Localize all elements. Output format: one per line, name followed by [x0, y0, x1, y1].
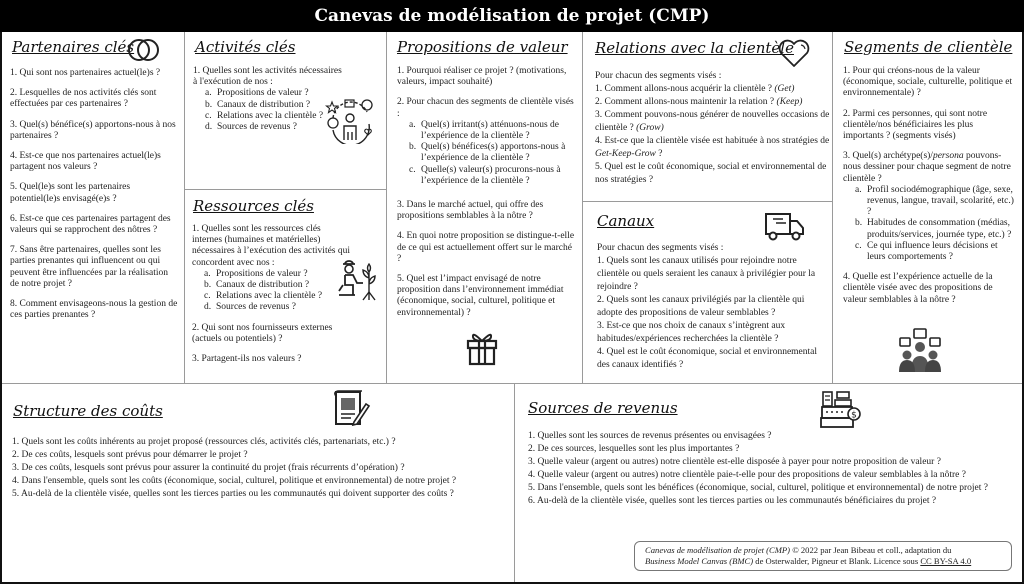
- gardener-icon: [335, 258, 379, 302]
- ressources-item: 2. Qui sont nos fournisseurs externes (actuels ou potentiels) ?: [192, 322, 333, 344]
- group-people-icon: [897, 328, 943, 372]
- section-propositions: [387, 32, 583, 384]
- heading-couts: Structure des coûts: [13, 402, 163, 420]
- heading-relations: Relations avec la clientèle: [595, 39, 794, 57]
- propositions-item: 3. Dans le marché actuel, qui offre des propositions semblables à la nôtre ?: [397, 200, 544, 222]
- partenaires-item: 7. Sans être partenaires, quelles sont les parties prenantes qui influencent ou qui peuvent être influencées par la réalisation de notre projet ?: [10, 245, 168, 289]
- canaux-item: 2. Quels sont les canaux privilégiés par la clientèle qui adopte des propositions de valeur semblables ?: [597, 295, 805, 318]
- couts-item: 3. De ces coûts, lesquels sont prévus pour assurer la continuité du projet (frais récurrents d’opération) ?: [12, 463, 405, 473]
- attribution-note: Canevas de modélisation de projet (CMP) © 2022 par Jean Bibeau et coll., adaptation du Business Model Canvas (BMC) de Osterwalder, Pigneur et Blank. Licence sous CC BY-SA 4.0: [634, 541, 1012, 571]
- heading-propositions: Propositions de valeur: [397, 38, 568, 56]
- section-canaux: [583, 202, 833, 384]
- segments-item: 4. Quelle est l’expérience actuelle de la clientèle visée avec des propositions de valeur semblables à la nôtre ?: [843, 272, 993, 305]
- heading-canaux: Canaux: [597, 212, 655, 230]
- partenaires-item: 1. Qui sont nos partenaires actuel(le)s ?: [10, 68, 161, 78]
- ressources-sub: a. Propositions de valeur ?: [204, 268, 308, 279]
- heading-partenaires: Partenaires clés: [12, 38, 135, 56]
- section-partenaires: [2, 32, 185, 384]
- footer-cmp-title: Canevas de modélisation de projet (CMP): [645, 545, 791, 555]
- revenus-item: 3. Quelle valeur (argent ou autres) notre clientèle est-elle disposée à payer pour notre proposition de valeur ?: [528, 457, 941, 467]
- propositions-sub: a. Quel(s) irritant(s) atténuons-nous de l’expérience de la clientèle ?: [409, 119, 559, 142]
- segments-sub: a. Profil sociodémographique (âge, sexe, revenus, langue, travail, scolarité, etc.) ?: [855, 184, 1014, 218]
- heading-activites: Activités clés: [195, 38, 296, 56]
- network-person-icon: [325, 96, 375, 144]
- cash-register-icon: [820, 390, 862, 430]
- document-pen-icon: [332, 388, 372, 428]
- propositions-item: 4. En quoi notre proposition se distingue-t-elle de ce qui est actuellement offert sur le marché ?: [397, 231, 575, 264]
- propositions-item: 5. Quel est l’impact envisagé de notre proposition dans l’environnement immédiat (économique, social, culturel, politique et environnemental) ?: [397, 274, 564, 318]
- revenus-item: 2. De ces sources, lesquelles sont les plus importantes ?: [528, 444, 740, 454]
- couts-item: 1. Quels sont les coûts inhérents au projet proposé (ressources clés, activités clés, partenariats, etc.) ?: [12, 437, 396, 447]
- heart-icon: [777, 38, 811, 68]
- heading-ressources: Ressources clés: [193, 197, 314, 215]
- partenaires-item: 3. Quel(s) bénéfice(s) apportons-nous à nos partenaires ?: [10, 119, 176, 141]
- couts-item: 5. Au-delà de la clientèle visée, quelles sont les tierces parties ou les communautés qui doivent supporter des coûts ?: [12, 489, 454, 499]
- segments-item: 1. Pour qui créons-nous de la valeur (économique, sociale, culturelle, politique et environnementale) ?: [843, 66, 1013, 99]
- revenus-item: 4. Quelle valeur (argent ou autres) notre clientèle paie-t-elle pour des propositions de valeur semblables à la nôtre ?: [528, 470, 966, 480]
- relations-item: 2. Comment allons-nous maintenir la relation ? (Keep): [595, 97, 803, 107]
- segments-sub: c. Ce qui influence leurs décisions et leurs comportements ?: [855, 240, 998, 263]
- section-activites: [185, 32, 387, 190]
- license-link[interactable]: CC BY-SA 4.0: [920, 556, 972, 566]
- propositions-sub: c. Quelle(s) valeur(s) procurons-nous à l’expérience de la clientèle ?: [409, 164, 561, 186]
- ressources-item: 3. Partagent-ils nos valeurs ?: [192, 354, 302, 365]
- activites-intro: 1. Quelles sont les activités nécessaires à l'exécution de nos :: [193, 66, 342, 88]
- rings-icon: [126, 37, 162, 63]
- propositions-sub: b. Quel(s) bénéfices(s) apportons-nous à l’expérience de la clientèle ?: [409, 142, 566, 164]
- canaux-item: 4. Quel est le coût économique, social et environnemental des canaux identifiés ?: [597, 347, 818, 370]
- canaux-item: 3. Est-ce que nos choix de canaux s’intègrent aux habitudes/expériences recherchées la clientèle ?: [597, 321, 786, 344]
- ressources-sub: b. Canaux de distribution ?: [204, 280, 310, 291]
- segments-item: 2. Parmi ces personnes, qui sont notre clientèle/nos bénéficiaires les plus importants ? (segments visés): [843, 108, 988, 142]
- relations-intro: Pour chacun des segments visés :: [595, 71, 722, 81]
- relations-item: 5. Quel est le coût économique, social et environnemental de nos stratégies ?: [595, 162, 827, 185]
- activites-sub: b. Canaux de distribution ?: [205, 99, 311, 110]
- activites-sub: c. Relations avec la clientèle ?: [205, 110, 324, 121]
- revenus-item: 6. Au-delà de la clientèle visée, quelles sont les tierces parties ou les communautés bénéficiaires du projet ?: [528, 496, 937, 506]
- section-couts: [2, 384, 515, 582]
- partenaires-item: 6. Est-ce que ces partenaires partagent des valeurs qui se rapprochent des nôtres ?: [10, 213, 171, 236]
- heading-segments: Segments de clientèle: [844, 38, 1013, 56]
- partenaires-item: 5. Quel(le)s sont les partenaires potentiel(le)s envisagé(e)s ?: [10, 182, 131, 204]
- page-title: Canevas de modélisation de projet (CMP): [0, 0, 1024, 32]
- partenaires-item: 4. Est-ce que nos partenaires actuel(le)s partagent nos valeurs ?: [10, 151, 161, 173]
- gift-icon: [465, 330, 499, 366]
- propositions-item: 2. Pour chacun des segments de clientèle visés :: [397, 97, 574, 119]
- couts-item: 4. Dans l'ensemble, quels sont les coûts (économique, social, culturel, politique et environnemental) de notre projet ?: [12, 476, 457, 486]
- footer-bmc-title: Business Model Canvas (BMC): [645, 556, 754, 566]
- relations-item: 4. Est-ce que la clientèle visée est habituée à nos stratégies de Get-Keep-Grow ?: [595, 136, 830, 159]
- section-relations: [583, 32, 833, 202]
- partenaires-item: 2. Lesquelles de nos activités clés sont effectuées par ces partenaires ?: [10, 88, 157, 110]
- canaux-intro: Pour chacun des segments visés :: [597, 243, 724, 253]
- ressources-intro: 1. Quelles sont les ressources clés internes (humaines et matérielles) nécessaires à l’exécution des activités qui concordent avec nos :: [192, 224, 351, 268]
- segments-item: 3. Quel(s) archétype(s)/persona pouvons-nous dessiner pour chaque segment de notre clientèle ?: [843, 151, 1011, 184]
- svg-text:$: $: [851, 410, 857, 421]
- partenaires-item: 8. Comment envisageons-nous la gestion de ces parties prenantes ?: [10, 299, 178, 321]
- section-segments: [833, 32, 1022, 384]
- canaux-item: 1. Quels sont les canaux utilisés pour rejoindre notre clientèle ou quels seraient les canaux à privilégier pour la rejoindre ?: [597, 256, 816, 292]
- ressources-sub: d. Sources de revenus ?: [204, 302, 296, 313]
- revenus-item: 1. Quelles sont les sources de revenus présentes ou envisagées ?: [528, 431, 772, 441]
- propositions-item: 1. Pourquoi réaliser ce projet ? (motivations, valeurs, impact souhaité): [397, 66, 567, 88]
- heading-revenus: Sources de revenus: [528, 399, 678, 417]
- segments-sub: b. Habitudes de consommation (médias, produits/services, journée type, etc.) ?: [855, 218, 1012, 240]
- truck-icon: [763, 210, 805, 242]
- activites-sub: a. Propositions de valeur ?: [205, 88, 309, 99]
- activites-sub: d. Sources de revenus ?: [205, 122, 297, 133]
- revenus-item: 5. Dans l'ensemble, quels sont les bénéfices (économique, social, culturel, politique et environnemental) de notre projet ?: [528, 483, 988, 493]
- ressources-sub: c. Relations avec la clientèle ?: [204, 291, 323, 302]
- relations-item: 3. Comment pouvons-nous générer de nouvelles occasions de clientèle ? (Grow): [595, 110, 830, 133]
- section-ressources: [185, 190, 387, 384]
- couts-item: 2. De ces coûts, lesquels sont prévus pour démarrer le projet ?: [12, 450, 248, 460]
- relations-item: 1. Comment allons-nous acquérir la clientèle ? (Get): [595, 84, 795, 94]
